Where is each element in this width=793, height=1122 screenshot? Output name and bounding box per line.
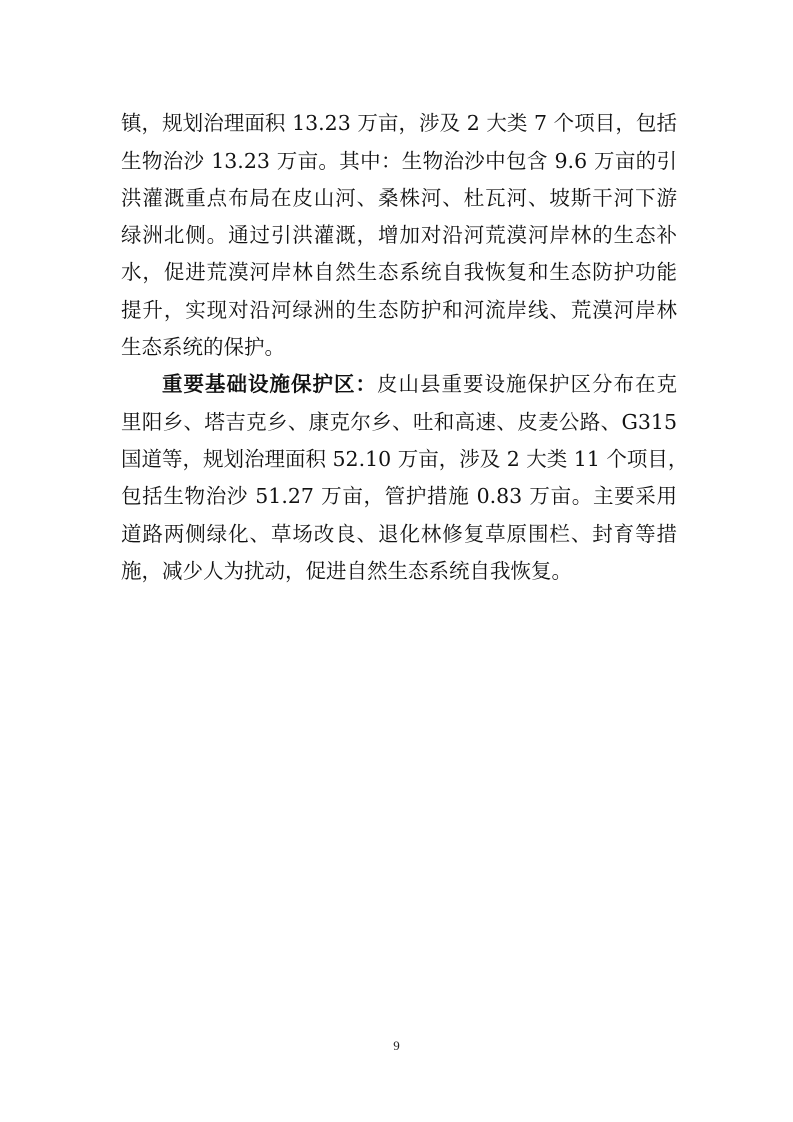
paragraph-1-line-5: 水，促进荒漠河岸林自然生态系统自我恢复和生态防护功能: [121, 260, 677, 284]
paragraph-2-line-5: 道路两侧绿化、草场改良、退化林修复草原围栏、封育等措: [121, 522, 677, 546]
paragraph-2-line-1-text: 皮山县重要设施保护区分布在克: [377, 372, 677, 396]
paragraph-1-line-3: 洪灌溉重点布局在皮山河、桑株河、杜瓦河、坡斯干河下游: [121, 186, 677, 210]
section-heading: 重要基础设施保护区：: [162, 372, 377, 396]
page-number: 9: [393, 1038, 400, 1053]
paragraph-2-line-2: 里阳乡、塔吉克乡、康克尔乡、吐和高速、皮麦公路、G315: [121, 410, 677, 434]
paragraph-2-line-3: 国道等，规划治理面积 52.10 万亩，涉及 2 大类 11 个项目，: [121, 447, 689, 471]
paragraph-1-line-6: 提升，实现对沿河绿洲的生态防护和河流岸线、荒漠河岸林: [121, 298, 677, 322]
paragraph-1-line-1: 镇，规划治理面积 13.23 万亩，涉及 2 大类 7 个项目，包括: [121, 111, 677, 135]
paragraph-2-line-4: 包括生物治沙 51.27 万亩，管护措施 0.83 万亩。主要采用: [121, 484, 677, 508]
paragraph-2-line-1: [162, 366, 677, 402]
paragraph-1-line-7: 生态系统的保护。: [121, 335, 285, 359]
paragraph-2-line-6: 施，减少人为扰动，促进自然生态系统自我恢复。: [121, 559, 572, 583]
paragraph-1-line-4: 绿洲北侧。通过引洪灌溉，增加对沿河荒漠河岸林的生态补: [121, 223, 677, 247]
paragraph-1-line-2: 生物治沙 13.23 万亩。其中：生物治沙中包含 9.6 万亩的引: [121, 149, 677, 173]
